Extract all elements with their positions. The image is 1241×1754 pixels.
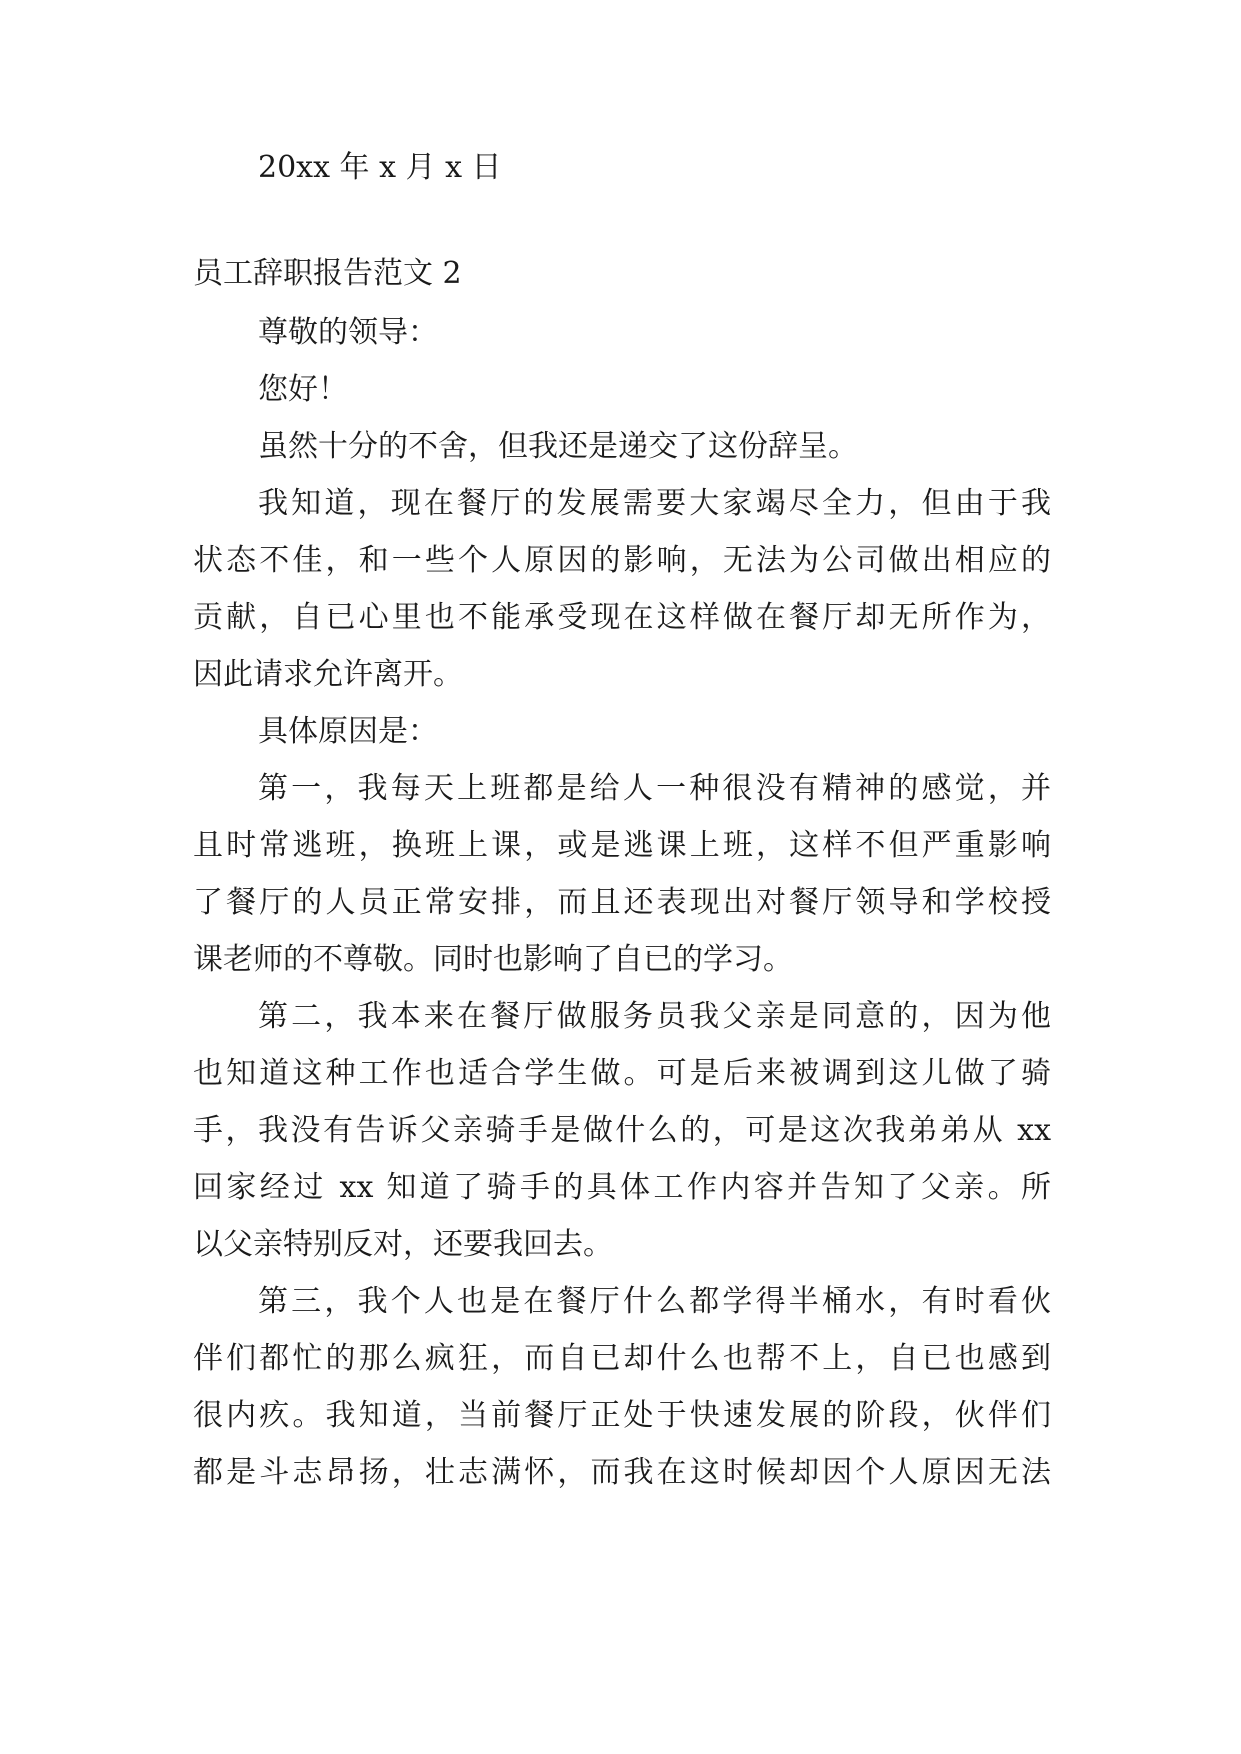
body-line: 第一，我每天上班都是给人一种很没有精神的感觉，并	[258, 771, 1051, 806]
body-line: 伴们都忙的那么疯狂，而自已却什么也帮不上，自已也感到	[193, 1341, 1051, 1376]
document-title: 员工辞职报告范文 2	[193, 256, 462, 291]
body-line: 状态不佳，和一些个人原因的影响，无法为公司做出相应的	[193, 543, 1051, 578]
salutation: 尊敬的领导：	[258, 315, 438, 350]
body-line: 因此请求允许离开。	[193, 657, 463, 692]
body-line: 以父亲特别反对，还要我回去。	[193, 1227, 613, 1262]
body-line: 第二，我本来在餐厅做服务员我父亲是同意的，因为他	[258, 999, 1051, 1034]
body-line: 具体原因是：	[258, 714, 438, 749]
body-line: 课老师的不尊敬。同时也影响了自已的学习。	[193, 942, 793, 977]
body-line: 第三，我个人也是在餐厅什么都学得半桶水，有时看伙	[258, 1284, 1051, 1319]
body-line: 我知道，现在餐厅的发展需要大家竭尽全力，但由于我	[258, 486, 1051, 521]
body-line: 很内疚。我知道，当前餐厅正处于快速发展的阶段，伙伴们	[193, 1398, 1051, 1433]
greeting: 您好！	[258, 372, 348, 407]
body-line: 虽然十分的不舍，但我还是递交了这份辞呈。	[258, 429, 858, 464]
body-line: 了餐厅的人员正常安排，而且还表现出对餐厅领导和学校授	[193, 885, 1051, 920]
body-line: 贡献，自已心里也不能承受现在这样做在餐厅却无所作为，	[193, 600, 1051, 635]
date-line: 20xx 年 x 月 x 日	[258, 150, 502, 185]
body-line: 都是斗志昂扬，壮志满怀，而我在这时候却因个人原因无法	[193, 1455, 1051, 1490]
body-line: 手，我没有告诉父亲骑手是做什么的，可是这次我弟弟从 xx	[193, 1113, 1051, 1148]
body-line: 也知道这种工作也适合学生做。可是后来被调到这儿做了骑	[193, 1056, 1051, 1091]
body-line: 回家经过 xx 知道了骑手的具体工作内容并告知了父亲。所	[193, 1170, 1051, 1205]
body-line: 且时常逃班，换班上课，或是逃课上班，这样不但严重影响	[193, 828, 1051, 863]
